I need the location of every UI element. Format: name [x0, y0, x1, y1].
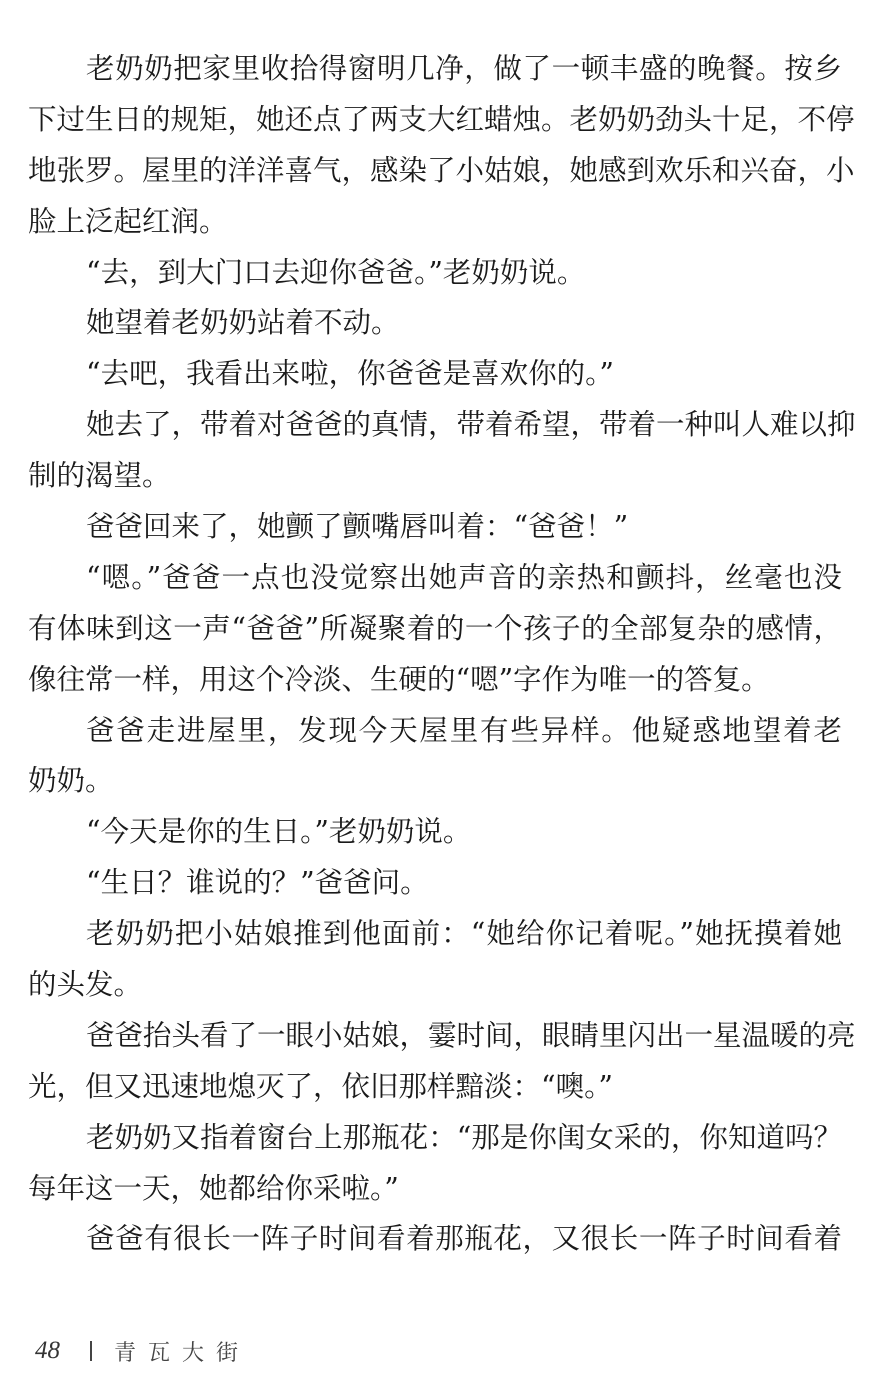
text-line: 爸爸抬头看了一眼小姑娘，霎时间，眼睛里闪出一星温暖的亮 [86, 1018, 856, 1052]
text-line: “生日？谁说的？”爸爸问。 [86, 866, 429, 900]
text-line: 下过生日的规矩，她还点了两支大红蜡烛。老奶奶劲头十足，不停 [28, 102, 855, 136]
paragraph [28, 400, 856, 502]
text-line: 有体味到这一声“爸爸”所凝聚着的一个孩子的全部复杂的感情， [28, 611, 842, 645]
text-line: 脸上泛起红润。 [28, 204, 228, 238]
text-line: 奶奶。 [28, 764, 114, 798]
footer-divider [90, 1341, 92, 1361]
page-number: 48 [35, 1337, 60, 1364]
text-line: “嗯。”爸爸一点也没觉察出她声音的亲热和颤抖，丝毫也没 [86, 560, 842, 594]
paragraph [28, 298, 842, 349]
paragraph [28, 553, 842, 706]
paragraph [28, 349, 842, 400]
running-title: 青瓦大街 [114, 1340, 251, 1366]
paragraph [28, 248, 842, 299]
text-line: 爸爸回来了，她颤了颤嘴唇叫着：“爸爸！” [86, 510, 629, 544]
text-line: 的头发。 [28, 968, 143, 1002]
text-line: 她去了，带着对爸爸的真情，带着希望，带着一种叫人难以抑 [86, 408, 856, 442]
text-line: 爸爸有很长一阵子时间看着那瓶花，又很长一阵子时间看着 [86, 1222, 842, 1256]
text-line: 她望着老奶奶站着不动。 [86, 306, 400, 340]
text-line: 爸爸走进屋里，发现今天屋里有些异样。他疑惑地望着老 [86, 713, 842, 747]
page-footer [35, 1333, 250, 1369]
paragraph [28, 44, 855, 248]
text-line: 老奶奶把家里收拾得窗明几净，做了一顿丰盛的晚餐。按乡 [86, 52, 842, 85]
paragraph [28, 807, 842, 858]
paragraph [28, 909, 842, 1011]
text-line: 老奶奶把小姑娘推到他面前：“她给你记着呢。”她抚摸着她 [86, 917, 842, 951]
paragraph [28, 858, 842, 909]
paragraph [28, 1214, 842, 1265]
text-line: 地张罗。屋里的洋洋喜气，感染了小姑娘，她感到欢乐和兴奋，小 [28, 153, 855, 187]
text-line: 每年这一天，她都给你采啦。” [28, 1171, 399, 1205]
paragraph [28, 1011, 856, 1113]
paragraph [28, 502, 842, 553]
text-line: 制的渴望。 [28, 459, 171, 493]
paragraph [28, 706, 842, 808]
text-line: 像往常一样，用这个冷淡、生硬的“嗯”字作为唯一的答复。 [28, 662, 770, 696]
text-line: 光，但又迅速地熄灭了，依旧那样黯淡：“噢。” [28, 1069, 613, 1103]
text-line: 老奶奶又指着窗台上那瓶花：“那是你闺女采的，你知道吗？ [86, 1120, 842, 1154]
body-text [28, 44, 856, 1265]
paragraph [28, 1113, 842, 1215]
text-line: “去吧，我看出来啦，你爸爸是喜欢你的。” [86, 357, 614, 391]
text-line: “去，到大门口去迎你爸爸。”老奶奶说。 [86, 255, 586, 289]
text-line: “今天是你的生日。”老奶奶说。 [86, 815, 472, 849]
